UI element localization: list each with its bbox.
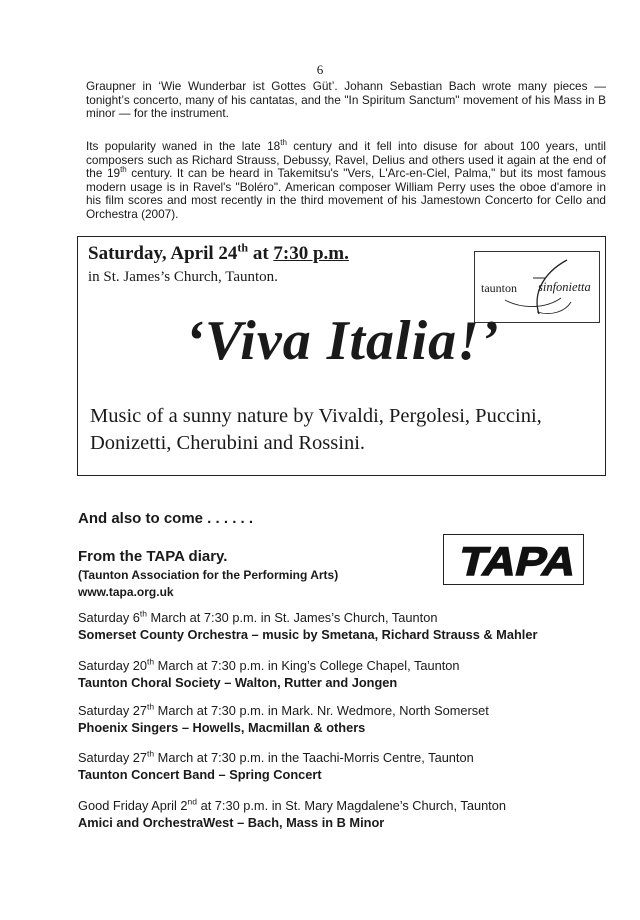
paragraph-oboe-history <box>86 140 606 221</box>
event-performers: Amici and OrchestraWest – Bach, Mass in B Minor <box>78 815 385 830</box>
event-venue: at 7:30 p.m. in St. Mary Magdalene’s Church, Taunton <box>197 798 506 813</box>
event-item <box>78 798 608 830</box>
event-venue: March at 7:30 p.m. in the Taachi-Morris Centre, Taunton <box>154 750 474 765</box>
event-venue: March at 7:30 p.m. in King’s College Chapel, Taunton <box>154 658 460 673</box>
event-item <box>78 610 608 642</box>
event-day-suffix: th <box>147 656 155 667</box>
concert-announcement-box <box>77 236 606 476</box>
event-performers: Somerset County Orchestra – music by Smetana, Richard Strauss & Mahler <box>78 627 538 642</box>
event-performers: Taunton Concert Band – Spring Concert <box>78 767 322 782</box>
event-performers: Phoenix Singers – Howells, Macmillan & others <box>78 720 366 735</box>
event-day: Saturday 20 <box>78 658 148 673</box>
event-day-suffix: th <box>139 608 147 619</box>
event-item <box>78 703 608 735</box>
tapa-logo <box>443 534 584 585</box>
concert-date-at: at <box>248 243 274 264</box>
also-to-come-heading: And also to come . . . . . . <box>78 510 254 527</box>
paragraph-text: century. It can be heard in Takemitsu's "Vers, L'Arc-en-Ciel, Palma," but its most famous modern usage is in Ravel's "Boléro". American composer William Perry uses the oboe d'amore in his film scores and most recently in the third movement of his Jamestown Concerto for Cello and Orchestra (2007). <box>86 166 606 221</box>
logo-word-sinfonietta: sinfonietta <box>538 280 591 294</box>
event-datetime <box>78 658 608 673</box>
tapa-full-name: (Taunton Association for the Performing Arts) <box>78 568 339 582</box>
event-day-suffix: nd <box>187 796 198 807</box>
concert-date-prefix: Saturday, April 24 <box>88 243 238 264</box>
paragraph-oboe-bach: Graupner in ‘Wie Wunderbar ist Gottes Güt’. Johann Sebastian Bach wrote many pieces — tonight’s concerto, many of his cantatas, and the "In Spiritum Sanctum" movement of his Mass in B minor — for the instrument. <box>86 79 606 120</box>
logo-word-taunton: taunton <box>481 281 517 295</box>
concert-time: 7:30 p.m. <box>273 243 349 264</box>
page-number: 6 <box>316 62 324 77</box>
tapa-website: www.tapa.org.uk <box>78 585 174 599</box>
event-day: Saturday 27 <box>78 703 148 718</box>
event-venue: March at 7:30 p.m. in St. James’s Church, Taunton <box>147 610 438 625</box>
event-datetime <box>78 750 608 765</box>
tapa-diary-heading: From the TAPA diary. <box>78 548 228 565</box>
event-datetime <box>78 703 608 718</box>
event-venue: March at 7:30 p.m. in Mark. Nr. Wedmore, North Somerset <box>154 703 489 718</box>
concert-date-suffix: th <box>237 240 249 255</box>
event-datetime <box>78 798 608 813</box>
paragraph-text: Its popularity waned in the late 18 <box>86 139 281 153</box>
tapa-logo-text: TAPA <box>454 538 569 584</box>
concert-description: Music of a sunny nature by Vivaldi, Pergolesi, Puccini, Donizetti, Cherubini and Rossini. <box>90 405 542 454</box>
superscript: th <box>120 165 127 175</box>
event-day: Saturday 6 <box>78 610 140 625</box>
event-datetime <box>78 610 608 625</box>
event-item <box>78 750 608 782</box>
superscript: th <box>280 138 287 148</box>
event-day: Saturday 27 <box>78 750 148 765</box>
concert-date <box>88 240 349 265</box>
event-day: Good Friday April 2 <box>78 798 188 813</box>
event-performers: Taunton Choral Society – Walton, Rutter and Jongen <box>78 675 398 690</box>
paragraph-text: century and it fell into disuse for about 100 years, until composers such as Richard Strauss, Debussy, Ravel, Delius and others used it again at the end of the 19 <box>86 139 606 180</box>
concert-title: ‘Viva Italia!’ <box>185 310 500 372</box>
tapa-logo-graphic <box>444 535 584 585</box>
event-item <box>78 658 608 690</box>
concert-venue: in St. James’s Church, Taunton. <box>88 269 278 285</box>
event-day-suffix: th <box>147 701 155 712</box>
event-day-suffix: th <box>147 748 155 759</box>
